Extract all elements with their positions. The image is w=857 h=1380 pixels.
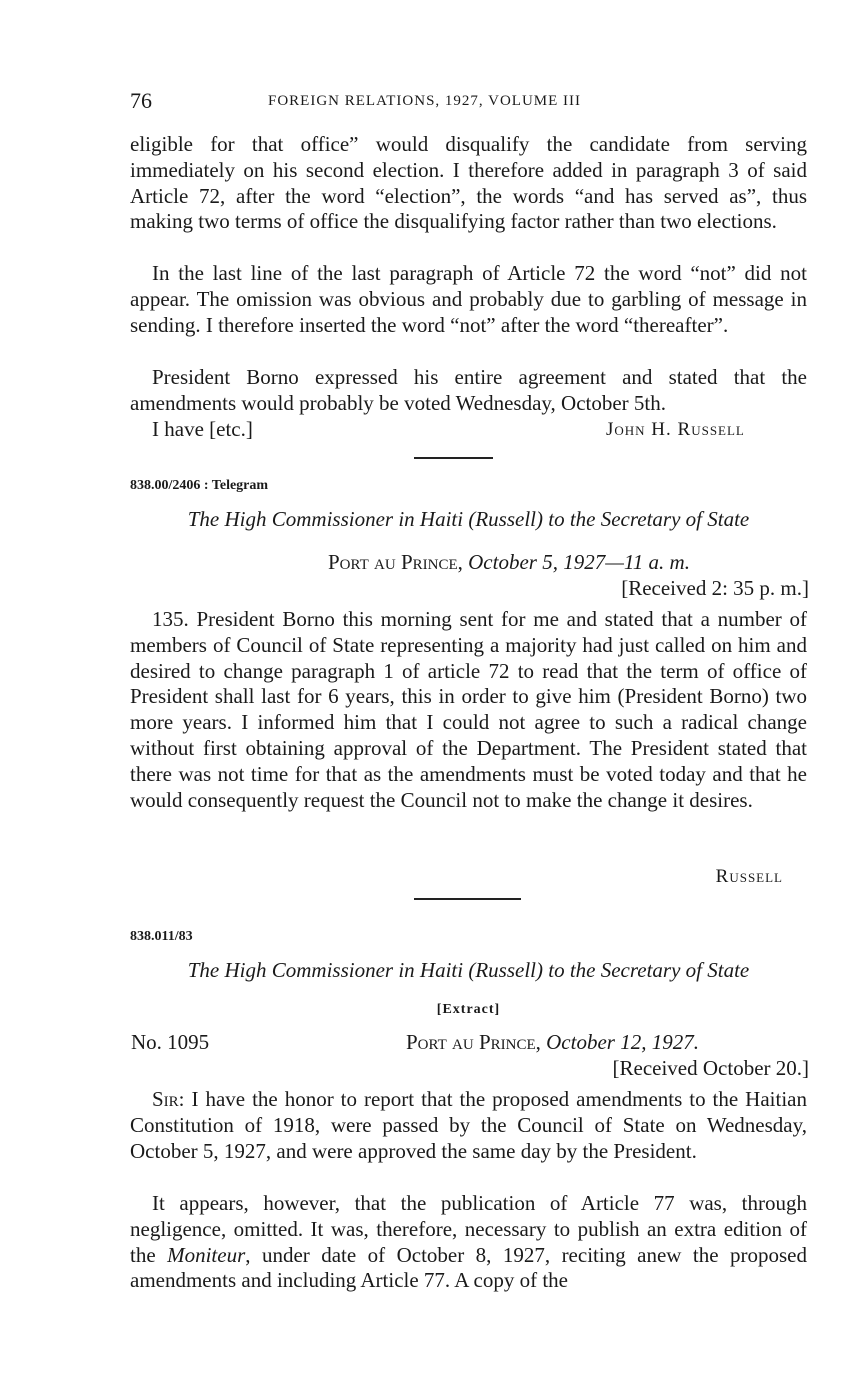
telegram-body: 135. President Borno this morning sent for me and stated that a number of members of Council of State representing a majority had just called on him and desired to change paragraph 1 of article 72 to read that the term of office of President shall last for 6 years, this in order to give him (President Borno) two more years. I informed him that I could not agree to such a radical change without first obtaining approval of the Department. The President stated that there was not time for that as the amendments must be voted today and that he would consequently request the Council not to make the change it desires.: [130, 607, 807, 812]
section-divider: [414, 898, 521, 900]
continuation-paragraph-2: In the last line of the last paragraph of Article 72 the word “not” did not appear. The omission was obvious and probably due to garbling of message in sending. I therefore inserted the word “not” after the word “thereafter”.: [130, 261, 807, 337]
signature-russell: Russell: [715, 866, 783, 887]
letter-paragraph-2-b: , under date of October 8, 1927, reciting anew the proposed amendments and including Article 77. A copy of the: [130, 1242, 807, 1293]
file-number: 838.011/83: [130, 929, 193, 944]
date-time: October 5, 1927—11 a. m.: [468, 550, 690, 574]
extract-label: [Extract]: [436, 1002, 501, 1017]
place-name: Port au Prince,: [406, 1030, 541, 1054]
document-heading: The High Commissioner in Haiti (Russell) to the Secretary of State: [187, 958, 750, 982]
publication-title: Moniteur: [167, 1242, 246, 1267]
dateline: [406, 1030, 699, 1055]
received-note: [Received October 20.]: [612, 1056, 809, 1080]
letter-paragraph-2: [130, 1191, 807, 1294]
running-head: FOREIGN RELATIONS, 1927, VOLUME III: [268, 93, 582, 109]
dateline: [328, 550, 690, 575]
page-number: 76: [130, 88, 152, 113]
file-number: 838.00/2406 : Telegram: [130, 478, 269, 493]
document-heading: The High Commissioner in Haiti (Russell) to the Secretary of State: [187, 507, 750, 531]
document-number: No. 1095: [131, 1030, 210, 1054]
letter-paragraph-1-text: I have the honor to report that the proposed amendments to the Haitian Constitution of 1918, were passed by the Council of State on Wednesday, October 5, 1927, and were approved the same day by the President.: [130, 1087, 807, 1163]
signature-russell-full: John H. Russell: [606, 419, 745, 440]
date: October 12, 1927.: [546, 1030, 699, 1054]
salutation: Sir:: [152, 1087, 185, 1111]
letter-paragraph-2-a: It appears, however, that the publication of Article 77 was, through negligence, omitted. It was, therefore, necessary to publish an extra edition of the: [130, 1191, 807, 1267]
received-note: [Received 2: 35 p. m.]: [621, 576, 809, 600]
continuation-paragraph-3: President Borno expressed his entire agreement and stated that the amendments would probably be voted Wednesday, October 5th.: [130, 365, 807, 415]
place-name: Port au Prince,: [328, 550, 463, 574]
letter-paragraph-1: [130, 1087, 807, 1164]
closing-phrase: I have [etc.]: [152, 417, 253, 441]
section-divider: [414, 457, 493, 459]
continuation-paragraph-1: eligible for that office” would disqualify the candidate from serving immediately on his second election. I therefore added in paragraph 3 of said Article 72, after the word “election”, the words “and has served as”, thus making two terms of office the disqualifying factor rather than two elections.: [130, 132, 807, 234]
page-header: [130, 88, 807, 118]
